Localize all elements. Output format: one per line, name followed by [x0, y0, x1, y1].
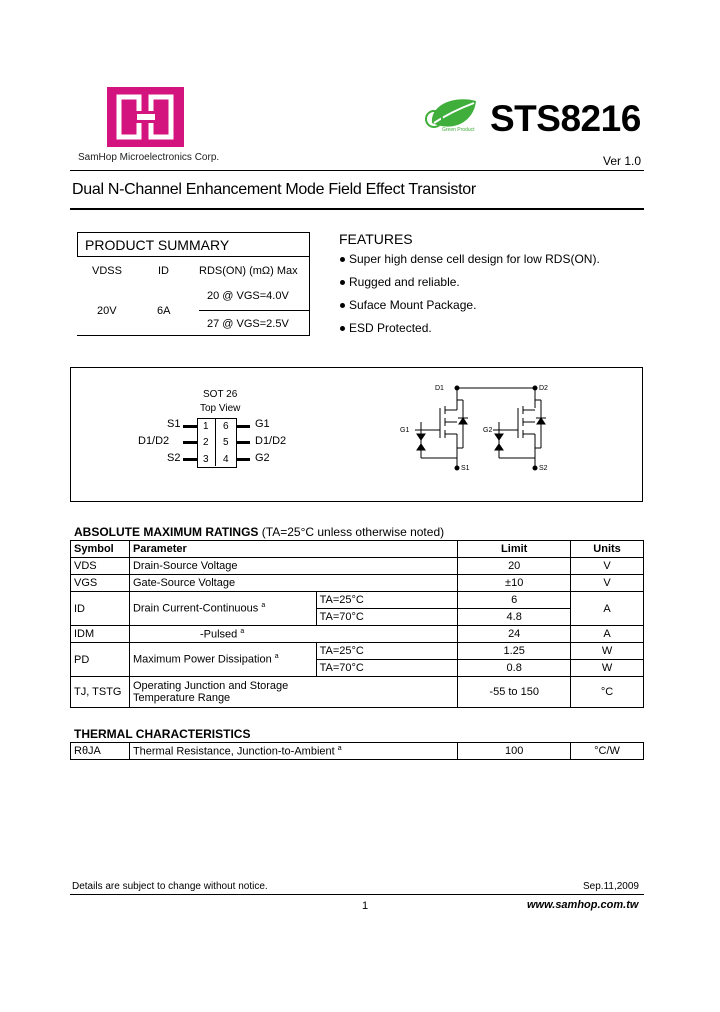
feature-item: ESD Protected. — [340, 321, 432, 335]
id-value: 6A — [157, 305, 171, 317]
logo-mark-icon — [107, 87, 184, 147]
pin-number: 4 — [223, 454, 229, 465]
part-number: STS8216 — [490, 98, 641, 139]
table-header-row: Symbol Parameter Limit Units — [71, 541, 644, 558]
thermal-heading: THERMAL CHARACTERISTICS — [74, 727, 251, 741]
node-g1: G1 — [400, 427, 410, 434]
divider — [70, 170, 644, 171]
col-vdss: VDSS — [92, 265, 122, 277]
table-row: TA=70°C 0.8 W — [71, 660, 644, 677]
table-row: ID Drain Current-Continuous $^a$ TA=25°C 6 A — [71, 592, 644, 609]
document-title: Dual N-Channel Enhancement Mode Field Effect Transistor — [72, 181, 476, 198]
leaf-text: Green Product — [442, 127, 475, 133]
table-row: TA=70°C 4.8 — [71, 609, 644, 626]
feature-item: Super high dense cell design for low RDS(ON). — [340, 252, 600, 266]
green-leaf-icon — [424, 93, 484, 137]
pin-number: 5 — [223, 437, 229, 448]
table-row: RθJA Thermal Resistance, Junction-to-Ambient $^a$ 100 °C/W — [71, 743, 644, 760]
pin-number: 3 — [203, 454, 209, 465]
table-row: VGS Gate-Source Voltage ±10 V — [71, 575, 644, 592]
vdss-value: 20V — [97, 305, 117, 317]
package-view: Top View — [200, 403, 241, 414]
pin-label-left: S2 — [167, 452, 181, 464]
col-id: ID — [158, 265, 169, 277]
feature-item: Rugged and reliable. — [340, 275, 460, 289]
abs-max-table — [70, 540, 644, 708]
version: Ver 1.0 — [603, 154, 642, 168]
node-g2: G2 — [483, 427, 493, 434]
node-s2: S2 — [539, 465, 548, 472]
mosfet-schematic-icon — [395, 378, 565, 478]
table-row: IDM -Pulsed $^a$ 24 A — [71, 626, 644, 643]
node-s1: S1 — [461, 465, 470, 472]
table-row: PD Maximum Power Dissipation $^a$ TA=25°C 1.25 W — [71, 643, 644, 660]
disclaimer: Details are subject to change without notice. — [72, 881, 268, 892]
company-name: SamHop Microelectronics Corp. — [78, 152, 220, 163]
abs-max-heading: ABSOLUTE MAXIMUM RATINGS (TA=25°C unless otherwise noted) — [74, 525, 445, 539]
pin-label-right: D1/D2 — [255, 435, 287, 447]
divider — [70, 208, 644, 210]
features-heading: FEATURES — [339, 231, 413, 247]
table-row: TJ, TSTG Operating Junction and Storage Temperature Range -55 to 150 °C — [71, 677, 644, 708]
pin-label-right: G2 — [255, 452, 270, 464]
pin-number: 2 — [203, 437, 209, 448]
divider — [70, 894, 644, 895]
page-number: 1 — [362, 900, 369, 912]
node-d1: D1 — [435, 385, 444, 392]
col-rds: RDS(ON) (mΩ) Max — [199, 265, 298, 277]
rds-value-2: 27 @ VGS=2.5V — [207, 318, 289, 330]
table-row: VDS Drain-Source Voltage 20 V — [71, 558, 644, 575]
company-logo — [107, 87, 184, 147]
package-name: SOT 26 — [203, 389, 238, 400]
pin-label-left: S1 — [167, 418, 181, 430]
rds-value-1: 20 @ VGS=4.0V — [207, 290, 289, 302]
feature-item: Suface Mount Package. — [340, 298, 476, 312]
date: Sep.11,2009 — [583, 881, 639, 892]
pin-label-right: G1 — [255, 418, 270, 430]
node-d2: D2 — [539, 385, 548, 392]
thermal-table — [70, 742, 644, 760]
website-link[interactable]: www.samhop.com.tw — [527, 899, 639, 911]
pin-number: 6 — [223, 421, 229, 432]
pin-number: 1 — [203, 421, 209, 432]
product-summary-heading: PRODUCT SUMMARY — [85, 237, 230, 253]
pin-label-left: D1/D2 — [138, 435, 170, 447]
